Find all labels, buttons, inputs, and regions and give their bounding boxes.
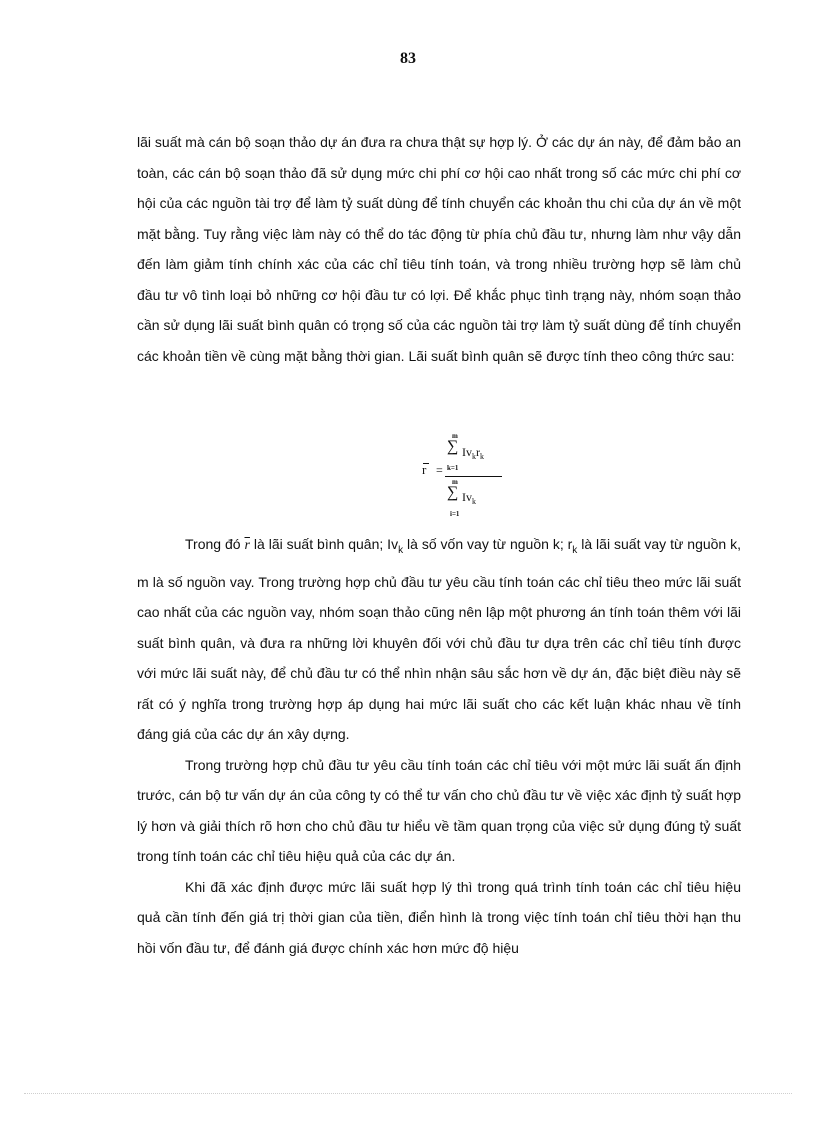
denominator-sigma-icon: ∑ (447, 484, 459, 501)
denominator-sum-lower: i=1 (450, 510, 460, 518)
text-block-bottom (137, 529, 741, 963)
numerator-sum-lower: k=1 (447, 464, 459, 472)
definitions-lead: Trong đó (185, 536, 241, 552)
denominator-sum-upper: m (452, 478, 458, 486)
paragraph-definitions (137, 529, 741, 750)
numerator-r: r (476, 445, 480, 459)
footer-divider (24, 1093, 792, 1094)
numerator-term (462, 445, 484, 461)
formula-lhs: r (422, 462, 427, 477)
formula-lhs-bar (423, 463, 429, 464)
numerator-r-sub: k (480, 452, 484, 461)
formula-equals: = (436, 463, 443, 477)
definitions-part3: là lãi suất vay từ nguồn k, m là số nguồn vay. Trong trường hợp chủ đầu tư yêu cầu tính toán các chỉ tiêu theo mức lãi suất cao nhất của các nguồn vay, nhóm soạn thảo cũng nên lập một phương án tính toán thêm với lãi suất bình quân, và đưa ra những lời khuyên đối với chủ đầu tư dựa trên các chỉ tiêu tính được với mức lãi suất này, để chủ đầu tư có thể nhìn nhận sâu sắc hơn về dự án, đặc biệt điều này sẽ rất có ý nghĩa trong trường hợp áp dụng hai mức lãi suất cho các kết luận khác nhau về tính đáng giá của các dự án xây dựng. (137, 536, 742, 742)
definitions-symbol-r: $\overline{r}$ (244, 538, 250, 553)
numerator-sum-upper: m (452, 432, 458, 440)
text-block-top (137, 127, 741, 371)
definitions-part1: là lãi suất bình quân; Iv (253, 536, 399, 552)
paragraph-fixed-rate: Trong trường hợp chủ đầu tư yêu cầu tính toán các chỉ tiêu với một mức lãi suất ấn định trước, cán bộ tư vấn dự án của công ty có thể tư vấn cho chủ đầu tư về việc xác định tỷ suất hợp lý hơn và giải thích rõ hơn cho chủ đầu tư hiểu về tầm quan trọng của việc sử dụng đúng tỷ suất trong tính toán các chỉ tiêu hiệu quả của các dự án. (137, 756, 741, 864)
denominator-iv: Iv (462, 490, 472, 504)
paragraph-time-value: Khi đã xác định được mức lãi suất hợp lý thì trong quá trình tính toán các chỉ tiêu hiệu quả cần tính đến giá trị thời gian của tiền, điển hình là trong việc tính toán chỉ tiêu thời hạn thu hồi vốn đầu tư, để đánh giá được chính xác hơn mức độ hiệu (137, 878, 741, 956)
paragraph-continued: lãi suất mà cán bộ soạn thảo dự án đưa ra chưa thật sự hợp lý. Ở các dự án này, để đảm bảo an toàn, các cán bộ soạn thảo đã sử dụng mức chi phí cơ hội cao nhất trong số các mức chi phí cơ hội của các nguồn tài trợ để làm tỷ suất dùng để tính chuyển các khoản thu chi của dự án về một mặt bằng. Tuy rằng việc làm này có thể do tác động từ phía chủ đầu tư, nhưng làm như vậy dẫn đến làm giảm tính chính xác của các chỉ tiêu tính toán, và trong nhiều trường hợp sẽ làm chủ đầu tư vô tình loại bỏ những cơ hội đầu tư có lợi. Để khắc phục tình trạng này, nhóm soạn thảo cần sử dụng lãi suất bình quân có trọng số của các nguồn tài trợ làm tỷ suất dùng để tính chuyển các khoản tiền về cùng mặt bằng thời gian. Lãi suất bình quân sẽ được tính theo công thức sau: (137, 134, 741, 364)
denominator-iv-sub: k (472, 497, 476, 506)
numerator-iv-sub: k (472, 452, 476, 461)
definitions-sub2: k (572, 545, 578, 556)
page-number: 83 (400, 50, 416, 67)
denominator-term (462, 490, 476, 506)
definitions-sub1: k (398, 545, 404, 556)
definitions-part2: là số vốn vay từ nguồn k; r (407, 536, 573, 552)
weighted-average-rate-formula (414, 428, 514, 520)
numerator-iv: Iv (462, 445, 472, 459)
numerator-sigma-icon: ∑ (447, 438, 459, 455)
fraction-line (445, 476, 502, 477)
